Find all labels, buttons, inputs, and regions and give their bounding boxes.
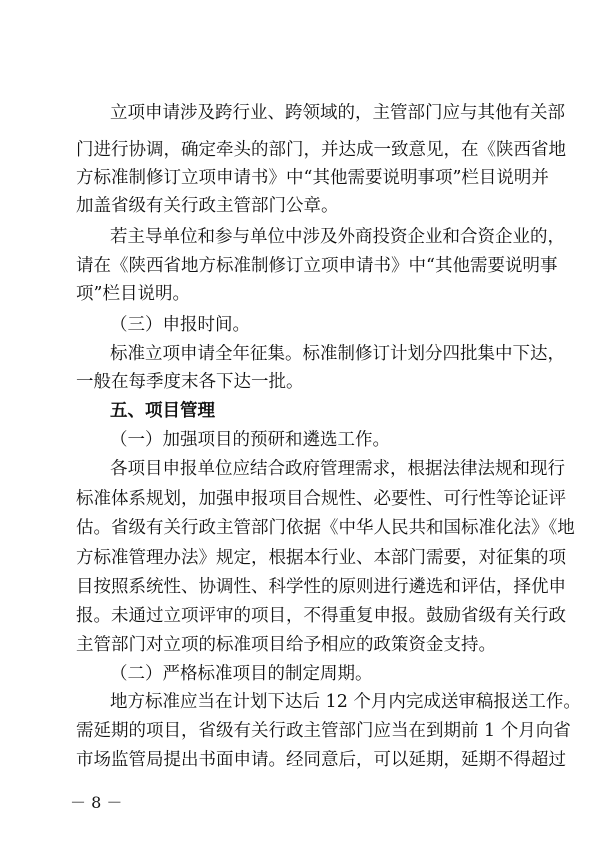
paragraph-line: 报。未通过立项评审的项目，不得重复申报。鼓励省级有关行政 [76,606,566,626]
paragraph-line: 各项目申报单位应结合政府管理需求，根据法律法规和现行 [110,459,565,479]
page-number: － 8 － [70,793,123,812]
section-subheading: （三）申报时间。 [110,315,250,335]
section-subheading: （一）加强项目的预研和遴选工作。 [110,430,390,450]
paragraph-line: 方标准制修订立项申请书》中“其他需要说明事项”栏目说明并 [76,168,549,188]
paragraph-line: 项”栏目说明。 [76,284,190,304]
paragraph-line: 地方标准应当在计划下达后 12 个月内完成送审稿报送工作。 [110,692,581,712]
section-subheading: （二）严格标准项目的制定周期。 [110,664,373,684]
paragraph-line: 估。省级有关行政主管部门依据《中华人民共和国标准化法》《地 [76,518,575,538]
paragraph-line: 门进行协调，确定牵头的部门，并达成一致意见，在《陕西省地 [76,140,566,160]
paragraph-line: 加盖省级有关行政主管部门公章。 [76,196,339,216]
paragraph-line: 请在《陕西省地方标准制修订立项申请书》中“其他需要说明事 [76,256,558,276]
paragraph-line: 立项申请涉及跨行业、跨领域的，主管部门应与其他有关部 [110,103,565,123]
paragraph-line: 标准立项申请全年征集。标准制修订计划分四批集中下达， [110,344,565,364]
paragraph-line: 一般在每季度末各下达一批。 [76,372,304,392]
paragraph-line: 方标准管理办法》规定，根据本行业、本部门需要，对征集的项 [76,548,566,568]
paragraph-line: 主管部门对立项的标准项目给予相应的政策资金支持。 [76,635,496,655]
section-heading: 五、项目管理 [110,401,215,421]
paragraph-line: 目按照系统性、协调性、科学性的原则进行遴选和评估，择优申 [76,577,566,597]
paragraph-line: 标准体系规划，加强申报项目合规性、必要性、可行性等论证评 [76,489,566,509]
paragraph-line: 市场监管局提出书面申请。经同意后，可以延期，延期不得超过 [76,750,566,770]
paragraph-line: 需延期的项目，省级有关行政主管部门应当在到期前 1 个月向省 [76,721,571,741]
paragraph-line: 若主导单位和参与单位中涉及外商投资企业和合资企业的， [110,227,565,247]
